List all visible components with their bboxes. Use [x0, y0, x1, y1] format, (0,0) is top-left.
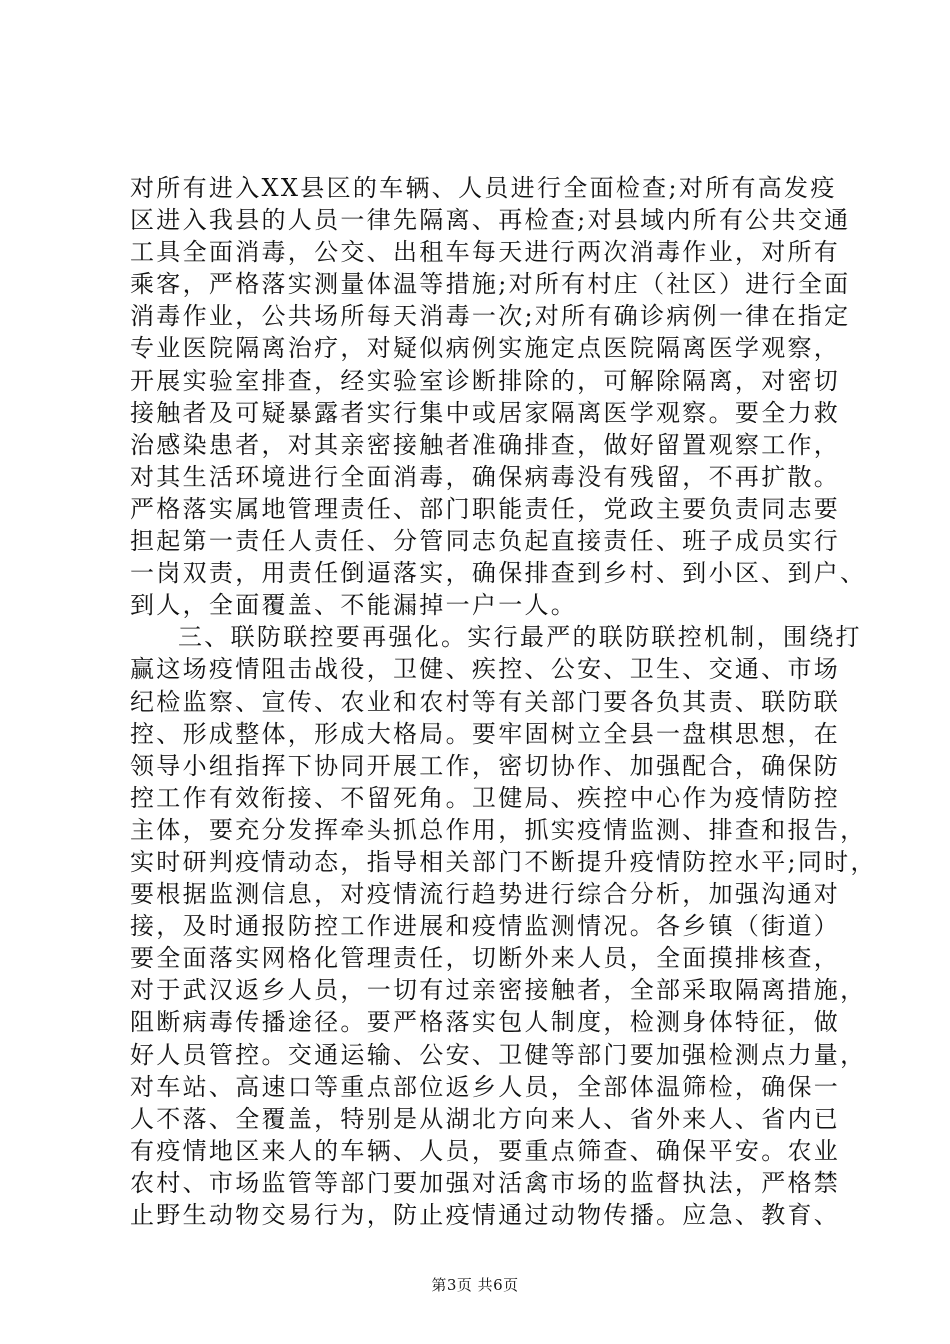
text-line: 严格落实属地管理责任、部门职能责任，党政主要负责同志要	[130, 494, 841, 523]
text-line: 担起第一责任人责任、分管同志负起直接责任、班子成员实行	[130, 527, 841, 556]
text-line: 实时研判疫情动态，指导相关部门不断提升疫情防控水平;同时，	[130, 847, 877, 876]
text-line: 对车站、高速口等重点部位返乡人员，全部体温筛检，确保一	[130, 1072, 841, 1101]
text-line: 一岗双责，用责任倒逼落实，确保排查到乡村、到小区、到户、	[130, 559, 867, 588]
text-line: 接，及时通报防控工作进展和疫情监测情况。各乡镇（街道）	[130, 912, 841, 941]
text-line: 治感染患者，对其亲密接触者准确排查，做好留置观察工作，	[130, 430, 841, 459]
text-line: 专业医院隔离治疗，对疑似病例实施定点医院隔离医学观察，	[130, 334, 841, 363]
page-number-footer: 第3页 共6页	[431, 1276, 519, 1294]
text-line: 止野生动物交易行为，防止疫情通过动物传播。应急、教育、	[130, 1201, 841, 1229]
text-line: 阻断病毒传播途径。要严格落实包人制度，检测身体特征，做	[130, 1008, 841, 1037]
section-heading-line: 三、联防联控要再强化。实行最严的联防联控机制，围绕打	[178, 623, 862, 652]
text-line: 人不落、全覆盖，特别是从湖北方向来人、省外来人、省内已	[130, 1104, 841, 1133]
text-line: 到人，全面覆盖、不能漏掉一户一人。	[130, 591, 578, 620]
body-text	[130, 172, 877, 1231]
text-line: 消毒作业，公共场所每天消毒一次;对所有确诊病例一律在指定	[130, 302, 851, 331]
text-line: 对其生活环境进行全面消毒，确保病毒没有残留，不再扩散。	[130, 462, 841, 491]
text-line: 好人员管控。交通运输、公安、卫健等部门要加强检测点力量，	[130, 1040, 867, 1069]
text-line: 乘客，严格落实测量体温等措施;对所有村庄（社区）进行全面	[130, 270, 851, 299]
text-line: 农村、市场监管等部门要加强对活禽市场的监督执法，严格禁	[130, 1168, 841, 1197]
text-line: 要全面落实网格化管理责任，切断外来人员，全面摸排核查，	[130, 944, 841, 973]
text-line: 对于武汉返乡人员，一切有过亲密接触者，全部采取隔离措施，	[130, 976, 867, 1005]
text-line: 领导小组指挥下协同开展工作，密切协作、加强配合，确保防	[130, 751, 841, 780]
text-line: 工具全面消毒，公交、出租车每天进行两次消毒作业，对所有	[130, 238, 841, 267]
text-line: 控、形成整体，形成大格局。要牢固树立全县一盘棋思想，在	[130, 719, 841, 748]
text-line: 主体，要充分发挥牵头抓总作用，抓实疫情监测、排查和报告，	[130, 815, 867, 844]
text-line: 对所有进入XX县区的车辆、人员进行全面检查;对所有高发疫	[130, 174, 837, 202]
text-line: 开展实验室排查，经实验室诊断排除的，可解除隔离，对密切	[130, 366, 841, 395]
text-line: 要根据监测信息，对疫情流行趋势进行综合分析，加强沟通对	[130, 880, 841, 909]
text-line: 接触者及可疑暴露者实行集中或居家隔离医学观察。要全力救	[130, 398, 841, 427]
text-line: 纪检监察、宣传、农业和农村等有关部门要各负其责、联防联	[130, 687, 841, 716]
text-line: 控工作有效衔接、不留死角。卫健局、疾控中心作为疫情防控	[130, 783, 841, 812]
text-line: 赢这场疫情阻击战役，卫健、疾控、公安、卫生、交通、市场	[130, 655, 841, 684]
text-line: 区进入我县的人员一律先隔离、再检查;对县域内所有公共交通	[130, 206, 851, 235]
text-line: 有疫情地区来人的车辆、人员，要重点筛查、确保平安。农业	[130, 1136, 841, 1165]
